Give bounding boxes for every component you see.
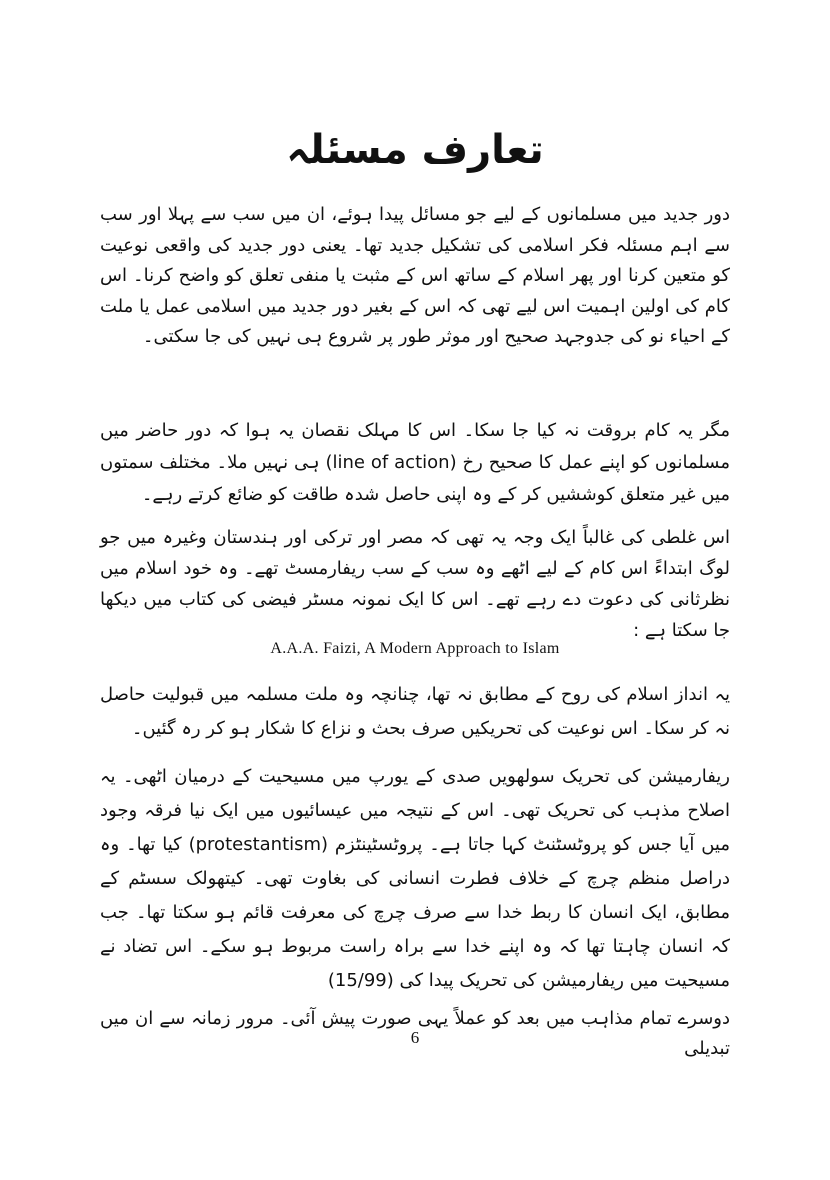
paragraph-spirit: یہ انداز اسلام کی روح کے مطابق نہ تھا، چنانچہ وہ ملت مسلمہ میں قبولیت حاصل نہ کر سکا۔ اس نوعیت کی تحریکیں صرف بحث و نزاع کا شکار ہو کر رہ گئیں۔ [100, 684, 730, 739]
paragraph-reformation: ریفارمیشن کی تحریک سولھویں صدی کے یورپ میں مسیحیت کے درمیان اٹھی۔ یہ اصلاح مذہب کی تحریک تھی۔ اس کے نتیجہ میں عیسائیوں میں ایک نیا فرقہ وجود میں آیا جس کو پروٹسٹنٹ کہا جاتا ہے۔ پروٹسٹینٹزم (protestantism) کیا تھا۔ وہ دراصل منظم چرچ کے خلاف فطرت انسانی کی بغاوت تھی۔ کیتھولک سسٹم کے مطابق، ایک انسان کا ربط خدا سے صرف چرچ کی معرفت قائم ہو سکتا تھا۔ جب کہ انسان چاہتا تھا کہ وہ اپنے خدا سے براہ راست مربوط ہو سکے۔ اس تضاد نے مسیحیت میں ریفارمیشن کی تحریک پیدا کی (15/99) [100, 766, 730, 991]
book-reference: A.A.A. Faizi, A Modern Approach to Islam [270, 640, 560, 657]
paragraph-delay: مگر یہ کام بروقت نہ کیا جا سکا۔ اس کا مہلک نقصان یہ ہوا کہ دور حاضر میں مسلمانوں کو اپنے عمل کا صحیح رخ (line of action) ہی نہیں ملا۔ مختلف سمتوں میں غیر متعلق کوششیں کر کے وہ اپنی حاصل شدہ طاقت کو ضائع کرتے رہے۔ [100, 420, 731, 505]
paragraph-reformists: اس غلطی کی غالباً ایک وجہ یہ تھی کہ مصر اور ترکی اور ہندستان وغیرہ میں جو لوگ ابتداءً اس کام کے لیے اٹھے وہ سب کے سب ریفارمسٹ تھے۔ وہ خود اسلام میں نظرثانی کی دعوت دے رہے تھے۔ اس کا ایک نمونہ مسٹر فیضی کی کتاب میں دیکھا جا سکتا ہے : [100, 527, 730, 641]
paragraph-intro: دور جدید میں مسلمانوں کے لیے جو مسائل پیدا ہوئے، ان میں سب سے پہلا اور سب سے اہم مسئلہ فکر اسلامی کی تشکیل جدید تھا۔ یعنی دور جدید کی واقعی نوعیت کو متعین کرنا اور پھر اسلام کے ساتھ اس کے مثبت یا منفی تعلق کو واضح کرنا۔ اس کام کی اولین اہمیت اس لیے تھی کہ اس کے بغیر دور جدید میں اسلامی عمل یا ملت کے احیاء نو کی جدوجہد صحیح اور موثر طور پر شروع ہی نہیں کی جا سکتی۔ [100, 204, 730, 347]
paragraph-other-religions: دوسرے تمام مذاہب میں بعد کو عملاً یہی صورت پیش آئی۔ مرور زمانہ سے ان میں تبدیلی [100, 1008, 730, 1059]
page-title: تعارف مسئلہ [286, 127, 544, 173]
page-number: 6 [410, 1028, 420, 1047]
